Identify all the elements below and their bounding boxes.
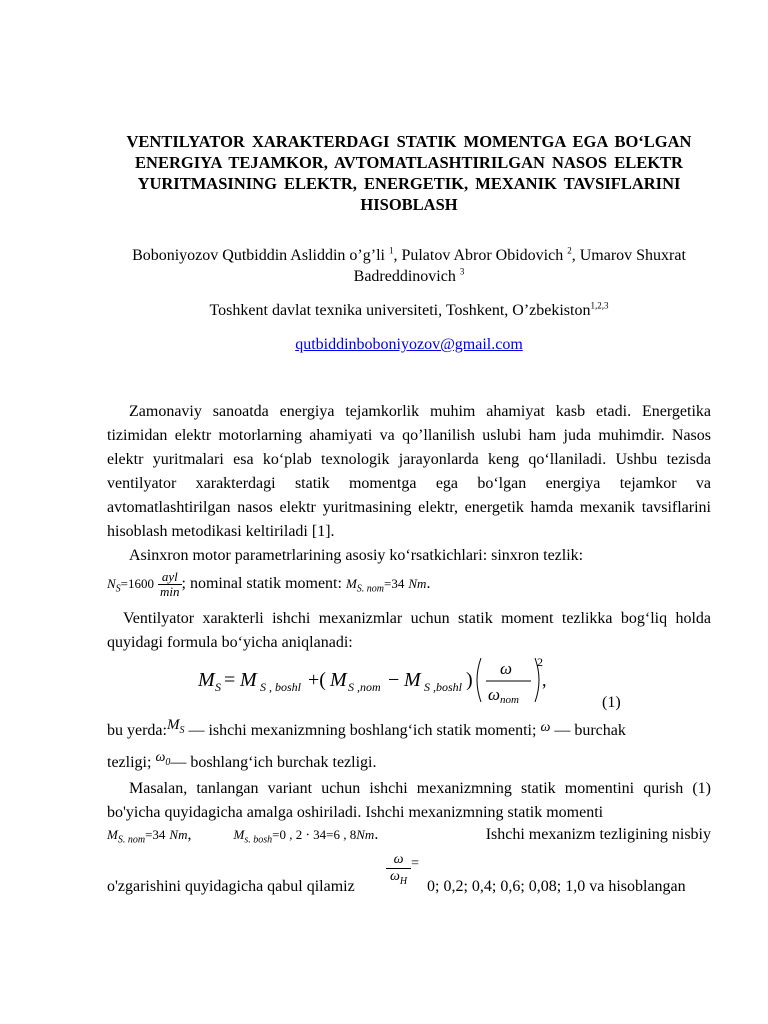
- svg-text:): ): [466, 669, 473, 691]
- formula-svg: [198, 654, 578, 710]
- author-3-affil: 3: [459, 266, 465, 277]
- omega-ratio-num: ω: [386, 852, 411, 869]
- author-3: , Umarov Shuxrat Badreddinovich: [353, 247, 686, 285]
- ex-ms-bosh-unit: Nm: [356, 827, 375, 842]
- ex-ms-bosh-symbol: $M_{s. bosh}$: [233, 827, 273, 846]
- ex-ms-nom-value: =34: [145, 827, 166, 842]
- ex-ms-nom-symbol: $M_{S. nom}$: [107, 827, 146, 846]
- svg-text:−: −: [388, 669, 400, 691]
- paragraph-relative-speed: [107, 878, 711, 896]
- svg-text:ω: ω: [488, 685, 501, 704]
- ms-symbol: $M_S$: [166, 717, 185, 736]
- svg-text:,: ,: [542, 670, 547, 690]
- affiliation: [106, 300, 712, 321]
- ns-symbol: $N_S$: [107, 576, 121, 595]
- paragraph-example: Masalan, tanlangan variant uchun ishchi mexanizmning statik momentini qurish (1) bo'yicha quyidagicha amalga oshiriladi. Ishchi mexanizmning statik momenti: [107, 780, 711, 821]
- svg-text:M: M: [198, 669, 215, 691]
- svg-text:2: 2: [537, 655, 543, 669]
- svg-text:S , boshl: S , boshl: [260, 680, 302, 694]
- motor-params-values: $N_S=1600$ $\frac{\text{ayl}}{\min}$ ; nominal statik moment: $M_{S. nom}=34$ Nm.: [107, 569, 431, 599]
- paragraph-formula-intro: Ventilyator xarakterli ishchi mexanizmlar uchun statik moment tezlikka bog‘liq holda quyidagi formula bo‘yicha aniqlanadi:: [107, 610, 711, 651]
- svg-text:M: M: [404, 669, 421, 691]
- svg-text:M: M: [330, 669, 347, 691]
- ns-unit-den: min: [160, 584, 180, 599]
- equation-number: (1): [602, 694, 621, 711]
- omega-symbol: ω: [540, 720, 551, 735]
- where-end: — burchak: [550, 722, 626, 739]
- omega0-symbol: $\omega_0$: [155, 750, 171, 768]
- relative-speed-end: 0; 0,2; 0,4; 0,6; 0,08; 1,0 va hisoblangan: [427, 878, 686, 895]
- example-tail: Ishchi mexanizm tezligining nisbiy: [485, 826, 711, 843]
- motor-params-mid: ; nominal statik moment:: [181, 575, 346, 593]
- svg-text:S ,nom: S ,nom: [348, 680, 381, 694]
- svg-text:+(: +(: [308, 669, 326, 691]
- author-list: [106, 245, 712, 287]
- author-2: , Pulatov Abror Obidovich: [393, 247, 564, 264]
- ex-ms-bosh-value: =0 , 2 ⋅ 34=6 , 8: [272, 827, 357, 842]
- where2-start: tezligi;: [107, 754, 156, 771]
- author-2-affil: 2: [567, 245, 572, 256]
- paper-title: VENTILYATOR XARAKTERDAGI STATIK MOMENTGA EGA BO‘LGAN ENERGIYA TEJAMKOR, AVTOMATLASHTIRILGAN NASOS ELEKTR YURITMASINING ELEKTR, ENERGETIK, MEXANIK TAVSIFLARINI HISOBLASH: [126, 132, 692, 214]
- email-link[interactable]: qutbiddinboboniyozov@gmail.com: [295, 336, 523, 353]
- ms-nom-symbol: $M_{S. nom}$: [345, 576, 385, 595]
- where2-end: — boshlang‘ich burchak tezligi.: [170, 754, 377, 771]
- omega-ratio-equals: =: [411, 856, 420, 871]
- formula-static-moment: [198, 654, 578, 716]
- svg-text:M: M: [240, 669, 257, 691]
- ms-nom-value: =34: [384, 576, 405, 592]
- ms-nom-unit: Nm: [408, 576, 427, 592]
- author-1-affil: 1: [388, 245, 394, 256]
- ns-unit-fraction: [158, 570, 182, 599]
- paragraph-where-line1: [107, 717, 626, 740]
- svg-text:S: S: [215, 680, 221, 694]
- paragraph-intro: Zamonaviy sanoatda energiya tejamkorlik muhim ahamiyat kasb etadi. Energetika tizimidan elektr motorlarning ahamiyati va qo’llanilish uslubi ham juda muhimdir. Nasos elektr yuritmalari esa ko‘plab texnologik jarayonlarda keng qo‘llaniladi. Ushbu tezisda ventilyator xarakterdagi statik momentga ega bo‘lgan energiya tejamkor va avtomatlashtirilgan nasos elektr yuritmasining elektr, energetik hamda mexanik tavsiflarini hisoblash metodikasi keltiriladi [1].: [107, 403, 711, 540]
- example-values-line: $M_{S. nom}=34$ Nm, $M_{s. bosh}=0$ , 2 ⋅ 34=6 , 8Nm. Ishchi mexanizm tezligining nisbiy: [107, 826, 711, 846]
- svg-text:=: =: [224, 669, 236, 691]
- affiliation-sup: 1,2,3: [590, 300, 609, 311]
- omega-ratio-den: $\omega_H$: [390, 869, 408, 887]
- relative-speed-start: o'zgarishini quyidagicha qabul qilamiz: [107, 878, 355, 895]
- ns-value: =1600: [120, 576, 155, 592]
- ns-unit-num: ayl: [158, 570, 182, 585]
- ex-ms-nom-unit: Nm: [169, 827, 188, 842]
- where-start: bu yerda:: [107, 722, 167, 739]
- svg-text:S ,boshl: S ,boshl: [424, 680, 463, 694]
- email-line: [106, 334, 712, 355]
- svg-text:ω: ω: [500, 659, 513, 678]
- affiliation-text: Toshkent davlat texnika universiteti, Toshkent, O’zbekiston: [209, 302, 591, 319]
- paragraph-where-line2: [107, 750, 377, 772]
- svg-text:nom: nom: [500, 694, 519, 706]
- where-mid: — ishchi mexanizmning boshlang‘ich statik momenti;: [184, 722, 541, 739]
- paragraph-motor-params: Asinxron motor parametrlarining asosiy ko‘rsatkichlari: sinxron tezlik:: [129, 547, 584, 564]
- author-1: Boboniyozov Qutbiddin Asliddin o’g’li: [132, 247, 385, 264]
